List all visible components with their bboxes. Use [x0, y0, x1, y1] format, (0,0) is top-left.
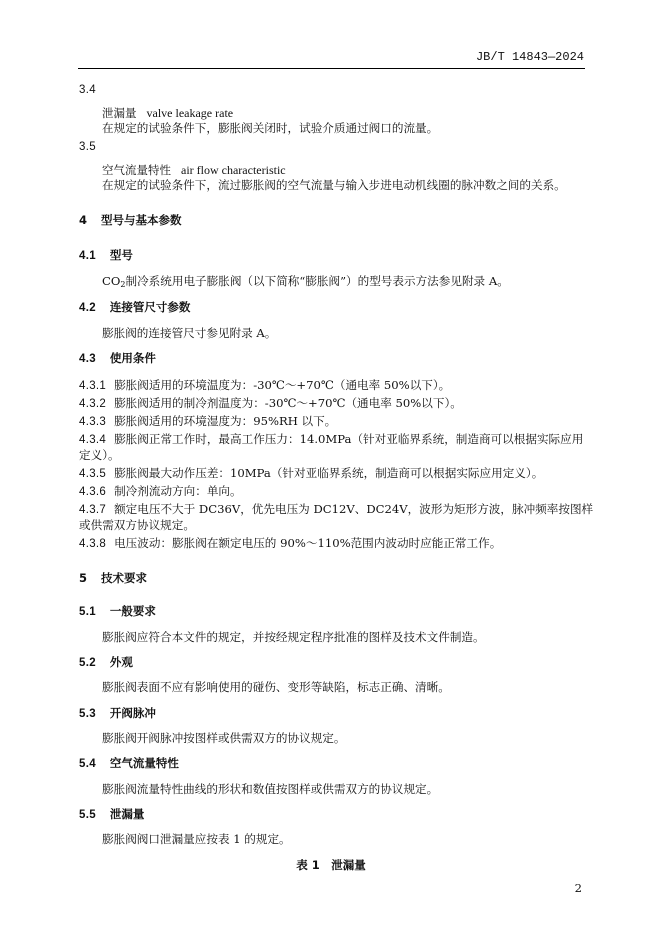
clause-heading-5-5	[79, 806, 144, 822]
clause-title: 泄漏量	[109, 807, 145, 821]
item-4-3-6	[79, 483, 242, 499]
clause-title: 一般要求	[109, 604, 156, 618]
item-4-3-8	[79, 535, 501, 551]
clause-number-3-5: 3.5	[79, 141, 96, 153]
item-4-3-7-cont: 或供需双方协议规定。	[79, 518, 195, 532]
clause-number: 5.1	[79, 606, 96, 618]
section-number: 5	[79, 571, 88, 585]
term-cn: 泄漏量	[102, 106, 137, 120]
section-heading-4	[79, 212, 182, 228]
clause-title: 外观	[109, 655, 133, 669]
clause-number: 5.3	[79, 708, 96, 720]
item-4-3-5	[79, 465, 543, 481]
document-code: JB/T 14843—2024	[475, 50, 584, 64]
item-number: 4.3.7	[79, 504, 107, 516]
clause-number: 4.1	[79, 250, 96, 262]
item-text: 膨胀阀最大动作压差：10MPa（针对亚临界系统，制造商可以根据实际应用定义）。	[114, 466, 544, 480]
item-4-3-1	[79, 377, 450, 393]
item-number: 4.3.5	[79, 468, 107, 480]
clause-heading-5-4	[79, 755, 179, 771]
paragraph-5-4: 膨胀阀流量特性曲线的形状和数值按图样或供需双方的协议规定。	[102, 782, 439, 796]
term-cn: 空气流量特性	[102, 163, 171, 177]
item-4-3-4-cont: 定义）。	[79, 448, 120, 462]
term-en: valve leakage rate	[146, 106, 234, 120]
term-en: air flow characteristic	[181, 163, 286, 177]
paragraph-5-2: 膨胀阀表面不应有影响使用的碰伤、变形等缺陷，标志正确、清晰。	[102, 680, 450, 694]
clause-heading-4-3	[79, 350, 156, 366]
clause-number: 4.2	[79, 302, 96, 314]
clause-heading-4-1	[79, 247, 133, 263]
clause-number-3-4: 3.4	[79, 84, 96, 96]
clause-heading-5-3	[79, 705, 156, 721]
item-4-3-2	[79, 395, 462, 411]
paragraph-5-3: 膨胀阀开阀脉冲按图样或供需双方的协议规定。	[102, 731, 346, 745]
item-4-3-4	[79, 431, 583, 447]
clause-heading-5-1	[79, 603, 156, 619]
item-text: 电压波动：膨胀阀在额定电压的 90%～110%范围内波动时应能正常工作。	[114, 536, 502, 550]
clause-number: 5.4	[79, 758, 96, 770]
item-text: 额定电压不大于 DC36V，优先电压为 DC12V、DC24V，波形为矩形方波，脉冲频率按图样	[114, 502, 594, 516]
item-4-3-7	[79, 501, 593, 517]
item-text: 膨胀阀正常工作时，最高工作压力：14.0MPa（针对亚临界系统，制造商可以根据实际应用	[114, 432, 584, 446]
paragraph-text: 制冷系统用电子膨胀阀（以下简称“膨胀阀”）的型号表示方法参见附录 A。	[125, 274, 509, 288]
clause-title: 使用条件	[109, 351, 156, 365]
item-text: 制冷剂流动方向：单向。	[114, 484, 242, 498]
paragraph-4-1	[102, 273, 509, 289]
page-number: 2	[574, 881, 582, 895]
co2-prefix: CO	[102, 274, 121, 288]
definition-3-5: 在规定的试验条件下，流过膨胀阀的空气流量与输入步进电动机线圈的脉冲数之间的关系。	[102, 178, 566, 192]
paragraph-4-2: 膨胀阀的连接管尺寸参见附录 A。	[102, 326, 277, 340]
item-number: 4.3.1	[79, 380, 107, 392]
term-3-4	[102, 102, 233, 121]
item-number: 4.3.8	[79, 538, 107, 550]
clause-title: 连接管尺寸参数	[109, 300, 191, 314]
section-title: 技术要求	[101, 571, 148, 585]
item-4-3-3	[79, 413, 336, 429]
paragraph-5-1: 膨胀阀应符合本文件的规定，并按经规定程序批准的图样及技术文件制造。	[102, 630, 485, 644]
clause-title: 开阀脉冲	[109, 706, 156, 720]
section-heading-5	[79, 570, 147, 586]
clause-number: 4.3	[79, 353, 96, 365]
table-caption: 表 1 泄漏量	[296, 858, 366, 872]
item-text: 膨胀阀适用的环境湿度为：95%RH 以下。	[114, 414, 337, 428]
clause-number: 5.5	[79, 809, 96, 821]
paragraph-5-5: 膨胀阀阀口泄漏量应按表 1 的规定。	[102, 832, 291, 846]
clause-title: 空气流量特性	[109, 756, 179, 770]
item-number: 4.3.2	[79, 398, 107, 410]
clause-heading-4-2	[79, 299, 190, 315]
header-rule	[78, 68, 585, 69]
item-number: 4.3.4	[79, 434, 107, 446]
item-text: 膨胀阀适用的环境温度为：-30℃～+70℃（通电率 50%以下）。	[114, 378, 451, 392]
section-title: 型号与基本参数	[101, 213, 182, 227]
item-number: 4.3.3	[79, 416, 107, 428]
definition-3-4: 在规定的试验条件下，膨胀阀关闭时，试验介质通过阀口的流量。	[102, 121, 439, 135]
clause-title: 型号	[109, 248, 133, 262]
item-number: 4.3.6	[79, 486, 107, 498]
co2-subscript: 2	[120, 280, 126, 289]
item-text: 膨胀阀适用的制冷剂温度为：-30℃～+70℃（通电率 50%以下）。	[114, 396, 462, 410]
clause-heading-5-2	[79, 654, 133, 670]
clause-number: 5.2	[79, 657, 96, 669]
section-number: 4	[79, 213, 88, 227]
term-3-5	[102, 159, 286, 178]
